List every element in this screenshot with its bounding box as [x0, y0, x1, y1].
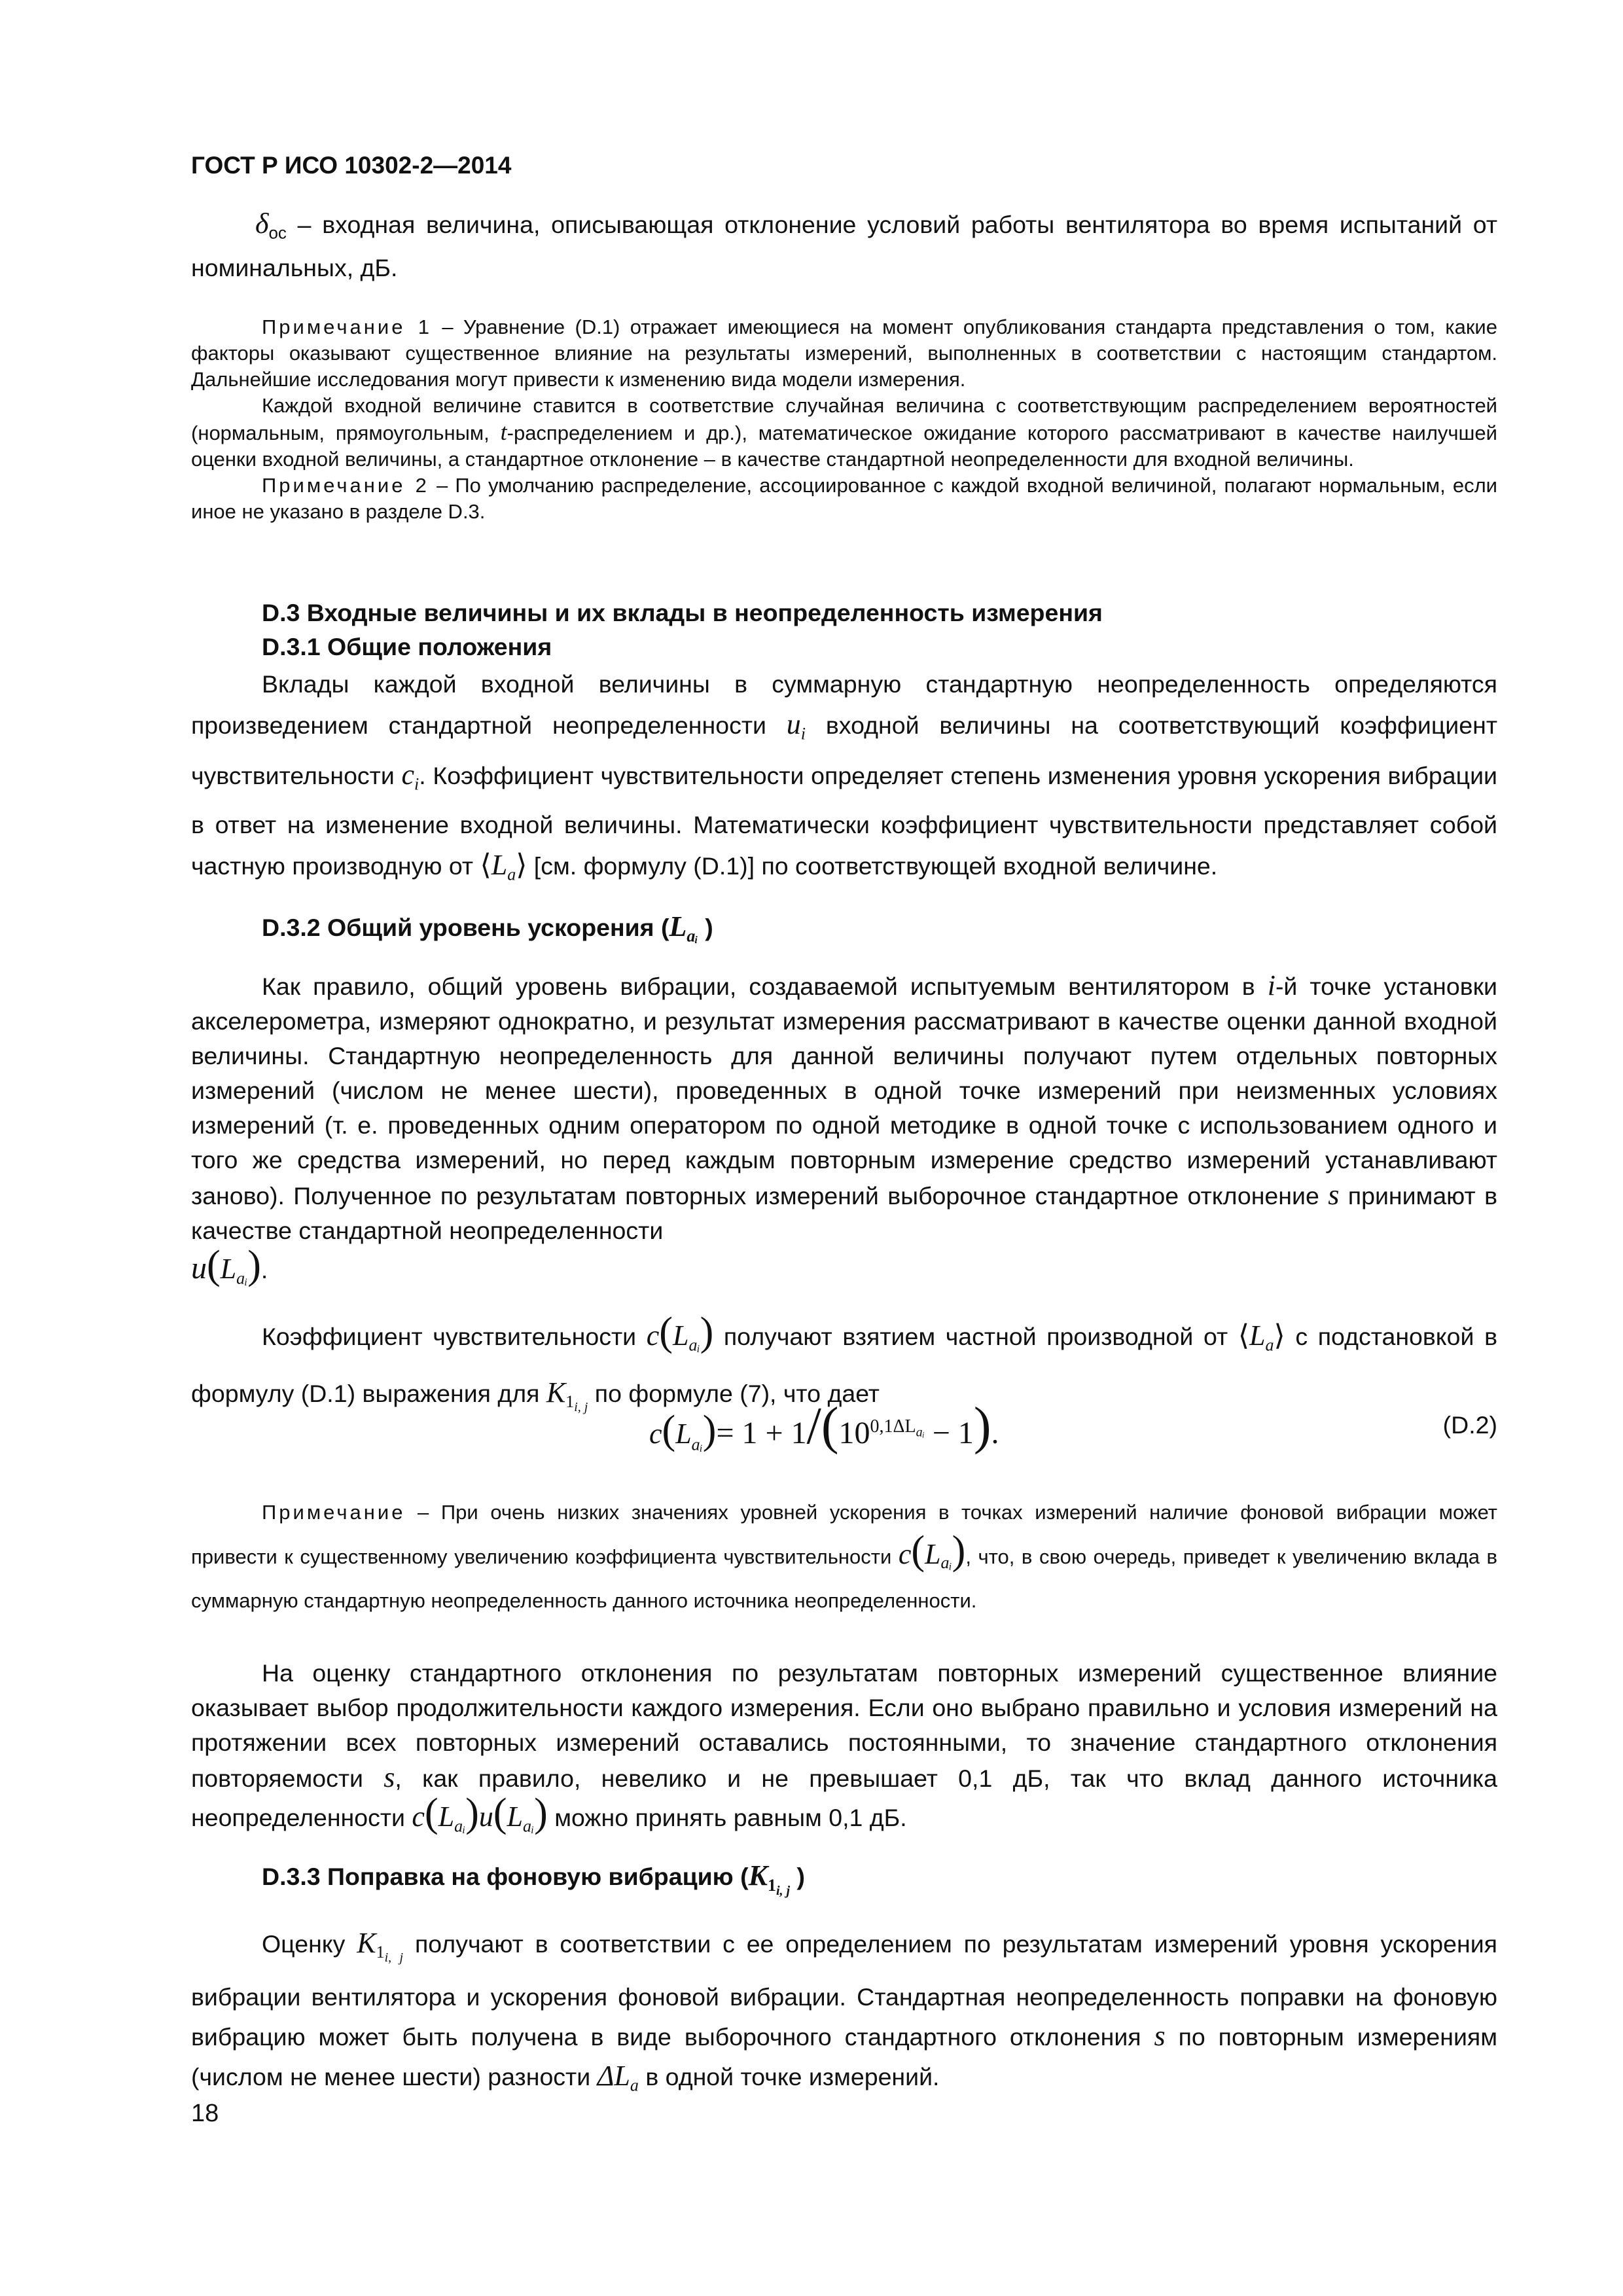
d32-p1-text-b: -й точке установки акселерометра, измеряют однократно, и результат измерения рассматривают в качестве оценки данной входной величины. Стандартную неопределенность для данной величины получают путем отдельных повторных измерений (числом не менее шести), проведенных в одной точке измерений при неизменных условиях измерений (т. е. проведенных одним оператором по одной методике в одной точке с использованием одного и того же средства измерений, но перед каждым повторным измерение средство измерений устанавливают заново). Полученное по результатам повторных измерений выборочное стандартное отклонение	[191, 972, 1497, 1210]
a-subscript: a	[1265, 1335, 1274, 1355]
K-subscript	[376, 1943, 404, 1965]
d32-p1-text-a: Как правило, общий уровень вибрации, создаваемой испытуемым вентилятором в	[262, 972, 1268, 1000]
d32-p1-text-c: принимают в качестве стандартной неопределенности	[191, 1181, 1498, 1244]
angle-left: ⟨	[1238, 1319, 1250, 1352]
document-header: ГОСТ Р ИСО 10302-2—2014	[191, 152, 512, 179]
repeatability-block	[191, 1656, 1497, 1844]
c-symbol: c	[646, 1319, 660, 1352]
c-symbol: c	[401, 758, 415, 791]
paren-close: )	[465, 1791, 479, 1835]
K-symbol: K	[357, 1926, 376, 1959]
section-d33-title	[191, 1859, 1497, 1908]
intro-block	[191, 206, 1497, 285]
formula-exponent-text: 0,1ΔL	[870, 1416, 916, 1437]
paren-open: (	[493, 1791, 507, 1835]
K-subscript-ij: i, j	[384, 1950, 404, 1965]
section-d3-title: D.3 Входные величины и их вклады в неопределенность измерения	[262, 599, 1103, 626]
formula-ten: 10	[838, 1416, 870, 1450]
s-symbol: s	[383, 1761, 395, 1793]
K-subscript-1: 1	[565, 1392, 575, 1411]
s-symbol: s	[1328, 1178, 1340, 1211]
formula-expression: $c(L_{aᵢ})= 1 + 1/(10^{0,1\Delta L_{aᵢ}} - 1)$.	[649, 1397, 999, 1455]
c-symbol: c	[412, 1801, 425, 1833]
paren-close: )	[247, 1242, 261, 1287]
notes-block	[191, 314, 1497, 525]
big-paren-close: )	[973, 1397, 991, 1455]
t-symbol: t	[500, 419, 507, 445]
d32-p2-text-b: получают взятием частной производной от	[713, 1323, 1238, 1350]
paren-open: (	[207, 1242, 221, 1287]
d33-text-d: в одной точке измерений.	[638, 2063, 940, 2091]
a-subscript: a	[507, 865, 516, 884]
note-1-label: Примечание 1	[262, 315, 432, 338]
ai-subscript: aᵢ	[688, 1335, 700, 1355]
note-1	[191, 314, 1497, 393]
angle-right: ⟩	[1274, 1319, 1285, 1352]
L-symbol: L	[507, 1801, 524, 1833]
section-d31-title: D.3.1 Общие положения	[262, 633, 552, 660]
d32-title-text: D.3.2 Общий уровень ускорения (	[262, 914, 669, 941]
delta-subscript: ос	[268, 223, 287, 243]
note-paragraph-text-b: -распределением и др.), математическое ожидание которого рассматривают в качестве наилучшей оценки входной величины, а стандартное отклонение – в качестве стандартной неопределенности для входной величины.	[191, 422, 1497, 471]
angle-right: ⟩	[516, 849, 527, 881]
paren-close: )	[534, 1791, 548, 1835]
note-paragraph	[191, 393, 1497, 473]
formula-d2	[191, 1388, 1497, 1466]
section-d32-title	[191, 910, 1497, 954]
d33-text-a: Оценку	[262, 1929, 357, 1958]
K-subscript-1: 1	[376, 1943, 385, 1962]
d31-text-b: входной величины на соответствующий коэффициент чувствительности	[191, 711, 1497, 789]
paren-close: )	[702, 1408, 717, 1452]
d33-title-text: D.3.3 Поправка на фоновую вибрацию (	[262, 1863, 749, 1890]
d32-p1-end: .	[260, 1255, 268, 1283]
d31-text-d: [см. формулу (D.1)] по соответствующей входной величине.	[527, 852, 1218, 880]
section-d33	[191, 1859, 1497, 2106]
big-paren-open: (	[821, 1397, 839, 1455]
L-symbol: L	[491, 849, 508, 881]
ai-subscript: aᵢ	[940, 1553, 952, 1573]
i-subscript: i	[414, 774, 419, 793]
formula-exponent	[870, 1416, 925, 1440]
ai-subscript: aᵢ	[691, 1435, 703, 1454]
ai-subscript: aᵢ	[916, 1425, 925, 1440]
paren-open: (	[662, 1408, 676, 1452]
formula-rhs: = 1 + 1	[716, 1416, 807, 1450]
c-symbol: c	[898, 1538, 912, 1570]
ai-subscript: aᵢ	[236, 1268, 248, 1287]
d32-p2-text-d: по формуле (7), что дает	[588, 1379, 880, 1407]
s-symbol: s	[1154, 2020, 1166, 2053]
angle-left: ⟨	[480, 849, 491, 881]
repeatability-paragraph	[191, 1656, 1497, 1844]
note-3	[191, 1494, 1497, 1620]
section-d3	[191, 596, 1497, 895]
note-3-text-a: – При очень низких значениях уровней ускорения в точках измерений наличие фоновой вибрации может привести к существенному увеличению коэффициента чувствительности	[191, 1501, 1497, 1568]
L-symbol: L	[925, 1538, 941, 1570]
u-symbol: u	[478, 1801, 493, 1833]
paren-open: (	[911, 1528, 925, 1573]
u-symbol: u	[191, 1250, 207, 1285]
page-number: 18	[191, 2100, 219, 2127]
K-subscript-ij: i, j	[574, 1400, 588, 1415]
K-subscript-1: 1	[767, 1875, 776, 1895]
K-symbol: K	[546, 1376, 566, 1408]
repeat-text-c: можно принять равным 0,1 дБ.	[547, 1804, 907, 1831]
formula-number: (D.2)	[1442, 1411, 1497, 1439]
c-symbol: c	[649, 1418, 662, 1450]
d32-p2-text-c: с подстановкой в формулу (D.1) выражения для	[191, 1323, 1498, 1407]
K-subscript-ij: i, j	[776, 1883, 791, 1898]
repeat-text-a: На оценку стандартного отклонения по результатам повторных измерений существенное влияние оказывает выбор продолжительности каждого измерения. Если оно выбрано правильно и условия измерений на протяжении всех повторных измерений оставались постоянными, то значение стандартного отклонения повторяемости	[191, 1659, 1497, 1792]
note-3-block	[191, 1494, 1497, 1620]
intro-text: – входная величина, описывающая отклонение условий работы вентилятора во время испытаний от номинальных, дБ.	[191, 211, 1498, 281]
d32-title-end: )	[705, 914, 713, 941]
note-2	[191, 473, 1497, 525]
d33-text-b: получают в соответствии с ее определением по результатам измерений уровня ускорения вибрации вентилятора и ускорения фоновой вибрации. Стандартная неопределенность поправки на фоновую вибрацию может быть получена в виде выборочного стандартного отклонения	[191, 1929, 1497, 2051]
L-symbol: L	[220, 1252, 237, 1285]
d32-p2-text-a: Коэффициент чувствительности	[262, 1323, 647, 1350]
d33-text-c: по повторным измерениям (числом не менее шести) разности	[191, 2023, 1497, 2091]
delta-L-symbol: ΔL	[597, 2060, 630, 2092]
ai-subscript: aᵢ	[454, 1816, 466, 1836]
d31-text-c: . Коэффициент чувствительности определяет степень изменения уровня ускорения вибрации в ответ на изменение входной величины. Математически коэффициент чувствительности представляет собой частную производную от	[191, 761, 1497, 880]
d32-paragraph-1	[191, 968, 1497, 1296]
K-symbol: K	[748, 1859, 768, 1892]
note-1-text: – Уравнение (D.1) отражает имеющиеся на момент опубликования стандарта представления о том, какие факторы оказывают существенное влияние на результаты измерений, выполненных в соответствии с настоящим стандартом. Дальнейшие исследования могут привести к изменению вида модели измерения.	[191, 315, 1497, 391]
note-paragraph-text-a: Каждой входной величине ставится в соответствие случайная величина с соответствующим распределением вероятностей (нормальным, прямоугольным,	[191, 394, 1497, 444]
i-subscript: i	[800, 724, 806, 744]
section-d32	[191, 910, 1497, 1431]
note-3-label: Примечание	[262, 1501, 406, 1524]
repeat-text-b: , как правило, невелико и не превышает 0,1 дБ, так что вклад данного источника неопределенности	[191, 1765, 1497, 1831]
paren-open: (	[659, 1310, 673, 1354]
d31-text-a: Вклады каждой входной величины в суммарную стандартную неопределенность определяются произведением стандартной неопределенности	[191, 670, 1497, 739]
d33-paragraph	[191, 1924, 1497, 2106]
L-symbol: L	[438, 1801, 455, 1833]
ai-subscript: aᵢ	[523, 1816, 535, 1836]
a-subscript: a	[630, 2075, 639, 2095]
L-symbol: L	[669, 910, 687, 942]
i-symbol: i	[1267, 969, 1275, 1001]
formula-tail: − 1	[932, 1416, 974, 1450]
paren-close: )	[700, 1310, 714, 1354]
paren-open: (	[424, 1791, 438, 1835]
L-symbol: L	[675, 1418, 692, 1450]
paren-close: )	[952, 1528, 966, 1573]
K-subscript	[767, 1875, 791, 1898]
L-symbol: L	[672, 1319, 689, 1352]
intro-paragraph	[191, 206, 1497, 285]
u-symbol: u	[786, 708, 801, 740]
slash: /	[806, 1397, 821, 1455]
d33-title-end: )	[796, 1863, 806, 1890]
section-d31-paragraph	[191, 664, 1497, 895]
note-3-text-b: , что, в свою очередь, приведет к увеличению вклада в суммарную стандартную неопределенность данного источника неопределенности.	[191, 1545, 1497, 1613]
delta-symbol: δ	[255, 207, 269, 240]
ai-subscript: aᵢ	[687, 926, 698, 946]
note-2-text: – По умолчанию распределение, ассоциированное с каждой входной величиной, полагают нормальным, если иное не указано в разделе D.3.	[191, 474, 1497, 523]
note-2-label: Примечание 2	[262, 474, 429, 497]
L-symbol: L	[1249, 1319, 1266, 1352]
